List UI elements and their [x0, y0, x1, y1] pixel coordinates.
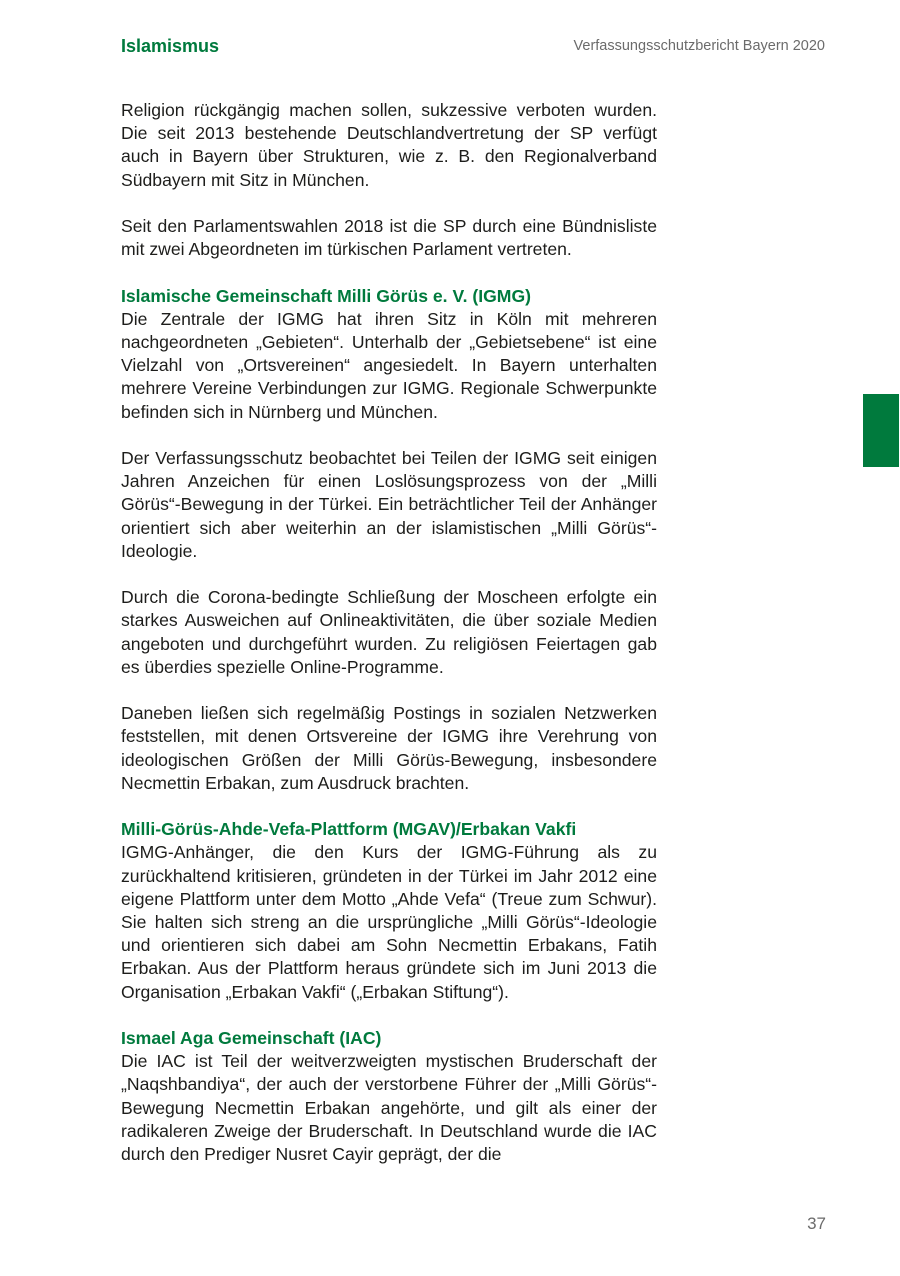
paragraph-sp-structures: Religion rückgängig machen sollen, sukzessive verboten wurden. Die seit 2013 bestehende Deutschlandvertretung der SP verfügt auch in Bayern über Strukturen, wie z. B. den Regionalverband Südbayern mit Sitz in München.	[121, 100, 657, 190]
paragraph-igmg-observation: Der Verfassungsschutz beobachtet bei Teilen der IGMG seit einigen Jahren Anzeichen für einen Loslösungsprozess von der „Milli Görüs“-Bewegung in der Türkei. Ein beträchtlicher Teil der Anhänger orientiert sich aber weiterhin an der islamistischen „Milli Görüs“-Ideologie.	[121, 448, 657, 561]
paragraph-mgav: IGMG-Anhänger, die den Kurs der IGMG-Führung als zu zurückhaltend kritisieren, gründeten in der Türkei im Jahr 2012 eine eigene Plattform unter dem Motto „Ahde Vefa“ (Treue zum Schwur). Sie halten sich streng an die ursprüngliche „Milli Görüs“-Ideologie und orientieren sich dabei am Sohn Necmettin Erbakans, Fatih Erbakan. Aus der Plattform heraus gründete sich im Juni 2013 die Organisation „Erbakan Vakfi“ („Erbakan Stiftung“).	[121, 842, 657, 1002]
paragraph-iac: Die IAC ist Teil der weitverzweigten mystischen Bruderschaft der „Naqshbandiya“, der auch der verstorbene Führer der „Milli Görüs“-Bewegung Necmettin Erbakan angehörte, und gilt als einer der radikaleren Zweige der Bruderschaft. In Deutschland wurde die IAC durch den Prediger Nusret Cayir geprägt, der die	[121, 1051, 657, 1165]
page-number: 37	[807, 1214, 826, 1233]
publication-title: Verfassungsschutzbericht Bayern 2020	[573, 38, 825, 54]
heading-iac: Ismael Aga Gemeinschaft (IAC)	[121, 1028, 382, 1049]
main-content	[121, 99, 657, 1189]
paragraph-sp-parliament: Seit den Parlamentswahlen 2018 ist die SP durch eine Bündnisliste mit zwei Abgeordneten im türkischen Parlament vertreten.	[121, 216, 657, 260]
paragraph-igmg-postings: Daneben ließen sich regelmäßig Postings in sozialen Netzwerken feststellen, mit denen Ortsvereine der IGMG ihre Verehrung von ideologischen Größen der Milli Görüs-Bewegung, insbesondere Necmettin Erbakan, zum Ausdruck brachten.	[121, 703, 657, 793]
section-title: Islamismus	[121, 36, 220, 56]
heading-mgav: Milli-Görüs-Ahde-Vefa-Plattform (MGAV)/Erbakan Vakfi	[121, 819, 577, 840]
paragraph-igmg-structure: Die Zentrale der IGMG hat ihren Sitz in Köln mit mehreren nachgeordneten „Gebieten“. Unterhalb der „Gebietsebene“ ist eine Vielzahl von „Ortsvereinen“ angesiedelt. In Bayern unterhalten mehrere Vereine Verbindungen zur IGMG. Regionale Schwerpunkte befinden sich in Nürnberg und München.	[121, 308, 657, 422]
chapter-tab-marker	[863, 394, 899, 467]
paragraph-igmg-corona: Durch die Corona-bedingte Schließung der Moscheen erfolgte ein starkes Ausweichen auf Onlineaktivitäten, die über soziale Medien angeboten und durchgeführt wurden. Zu religiösen Feiertagen gab es überdies spezielle Online-Programme.	[121, 587, 657, 677]
heading-igmg: Islamische Gemeinschaft Milli Görüs e. V. (IGMG)	[121, 285, 531, 306]
